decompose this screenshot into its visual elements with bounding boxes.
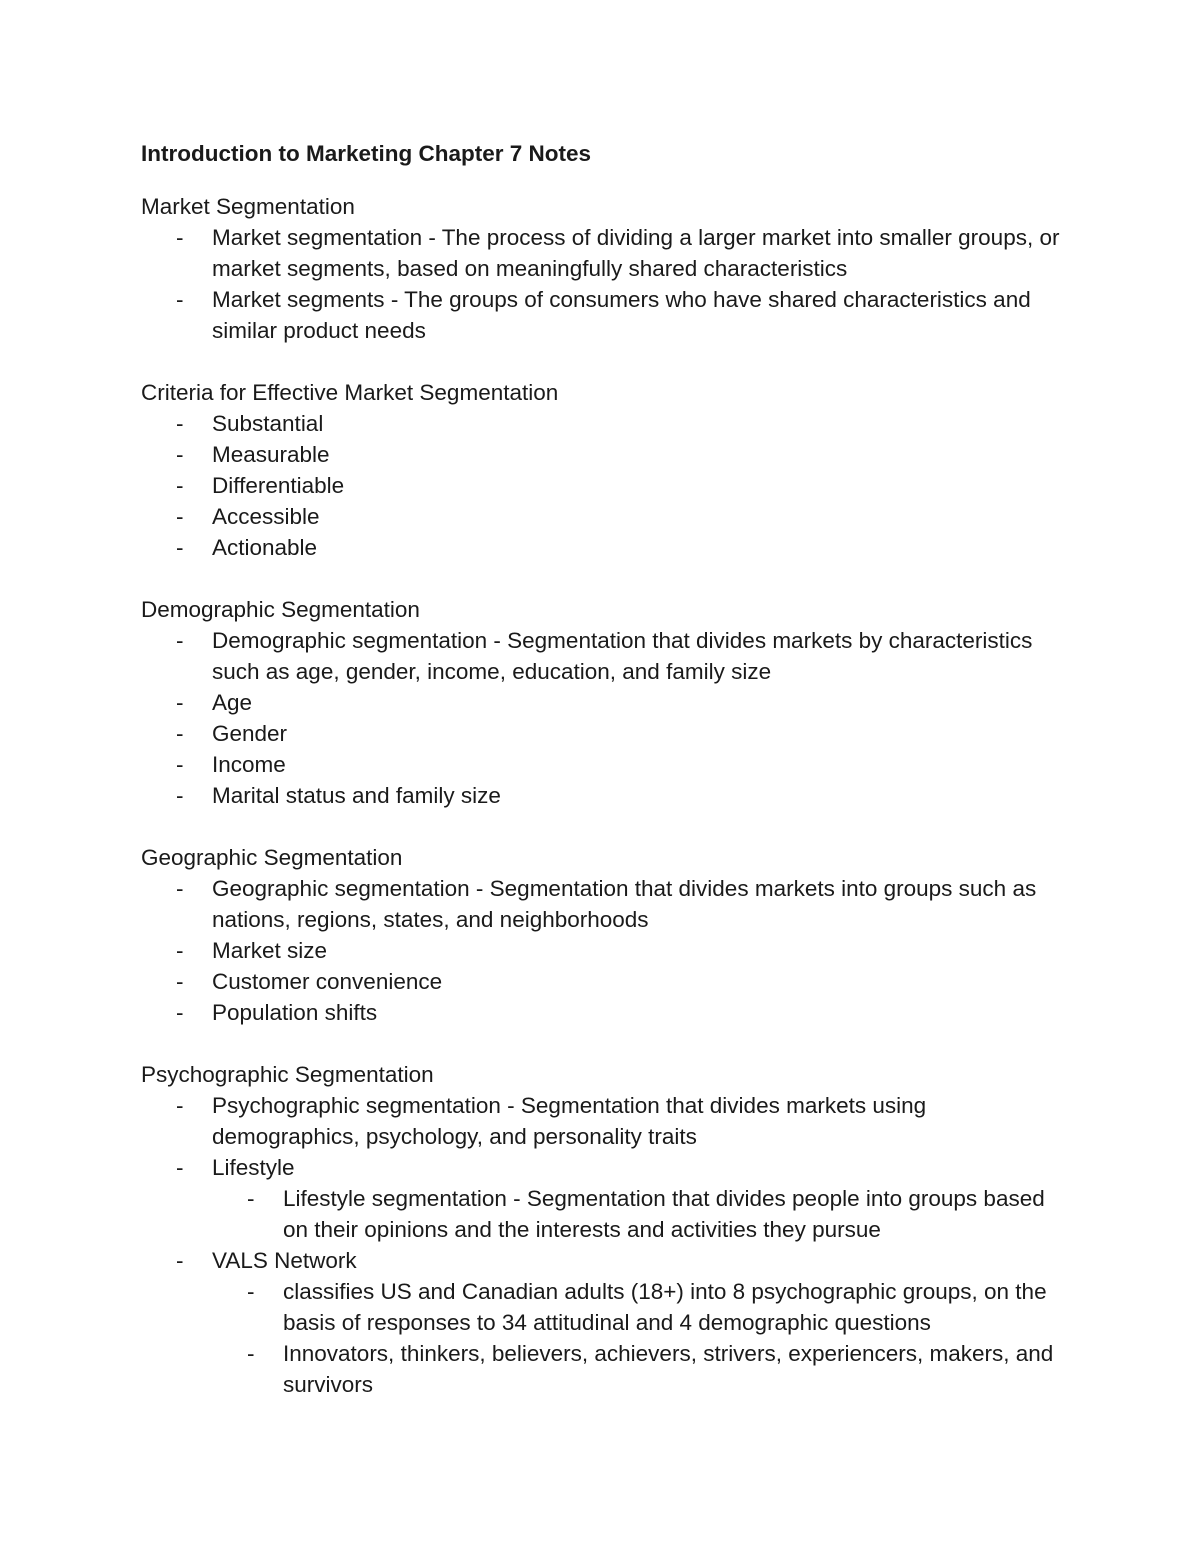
- list-item: - Demographic segmentation - Segmentation that divides markets by characteristics such as age, gender, income, education, and family size: [141, 625, 1061, 687]
- sub-list: [212, 1183, 1061, 1245]
- section-heading: Market Segmentation: [141, 194, 355, 219]
- section-demographic: [141, 594, 1061, 811]
- list-item-label: VALS Network: [212, 1248, 357, 1273]
- list-item: - Market segments - The groups of consumers who have shared characteristics and similar product needs: [141, 284, 1061, 346]
- list-item: - Actionable: [141, 532, 1061, 563]
- list-item: - Differentiable: [141, 470, 1061, 501]
- section-criteria: [141, 377, 1061, 563]
- list-item: - Population shifts: [141, 997, 1061, 1028]
- section-heading: Criteria for Effective Market Segmentation: [141, 380, 559, 405]
- list-item-label: Lifestyle: [212, 1155, 295, 1180]
- list-item: - Geographic segmentation - Segmentation that divides markets into groups such as nations, regions, states, and neighborhoods: [141, 873, 1061, 935]
- list-item: - Measurable: [141, 439, 1061, 470]
- sub-list-item: - Innovators, thinkers, believers, achievers, strivers, experiencers, makers, and survivors: [212, 1338, 1061, 1400]
- section-psychographic: [141, 1059, 1061, 1400]
- section-heading: Geographic Segmentation: [141, 845, 403, 870]
- bullet-list: [141, 1090, 1061, 1400]
- list-item: - Gender: [141, 718, 1061, 749]
- section-heading: Demographic Segmentation: [141, 597, 420, 622]
- list-item: - Marital status and family size: [141, 780, 1061, 811]
- list-item: - Customer convenience: [141, 966, 1061, 997]
- list-item: - Psychographic segmentation - Segmentation that divides markets using demographics, psychology, and personality traits: [141, 1090, 1061, 1152]
- section-market-segmentation: [141, 191, 1061, 346]
- sub-list-item: - Lifestyle segmentation - Segmentation that divides people into groups based on their opinions and the interests and activities they pursue: [212, 1183, 1061, 1245]
- section-heading: Psychographic Segmentation: [141, 1062, 434, 1087]
- list-item: - Market size: [141, 935, 1061, 966]
- list-item: - Income: [141, 749, 1061, 780]
- sub-list-item: - classifies US and Canadian adults (18+) into 8 psychographic groups, on the basis of responses to 34 attitudinal and 4 demographic questions: [212, 1276, 1061, 1338]
- document-page: [141, 138, 1061, 1431]
- section-geographic: [141, 842, 1061, 1028]
- document-title: Introduction to Marketing Chapter 7 Notes: [141, 141, 592, 166]
- list-item: - Accessible: [141, 501, 1061, 532]
- list-item-lifestyle: [141, 1152, 1061, 1245]
- bullet-list: [141, 625, 1061, 811]
- bullet-list: [141, 873, 1061, 1028]
- list-item: - Market segmentation - The process of dividing a larger market into smaller groups, or market segments, based on meaningfully shared characteristics: [141, 222, 1061, 284]
- list-item: - Age: [141, 687, 1061, 718]
- bullet-list: [141, 222, 1061, 346]
- list-item: - Substantial: [141, 408, 1061, 439]
- sub-list: [212, 1276, 1061, 1400]
- list-item-vals: [141, 1245, 1061, 1400]
- bullet-list: [141, 408, 1061, 563]
